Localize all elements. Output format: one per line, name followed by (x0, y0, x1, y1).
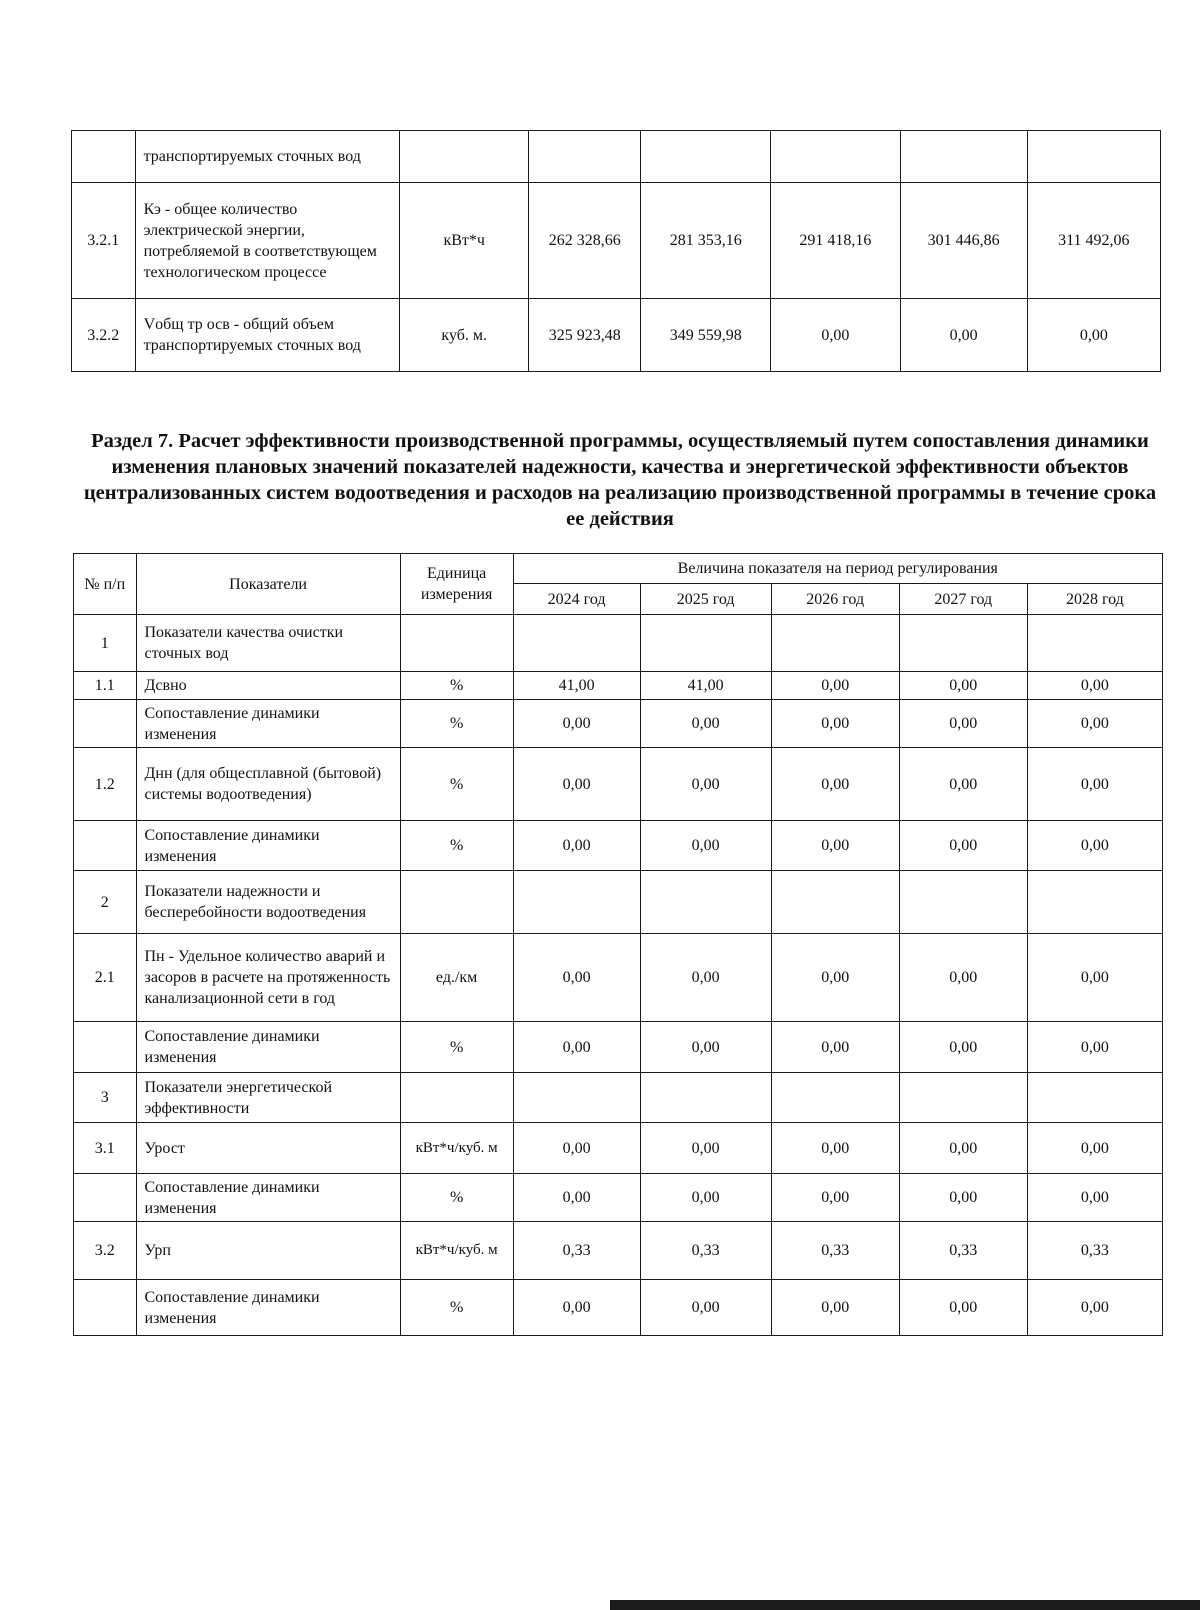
value-2026: 0,00 (771, 1174, 899, 1222)
value-2026: 0,00 (771, 1123, 899, 1174)
value-2024: 41,00 (513, 672, 640, 700)
value-2024: 325 923,48 (529, 299, 641, 372)
value-2025: 0,00 (640, 1022, 771, 1073)
row-unit: кВт*ч/куб. м (400, 1123, 513, 1174)
row-number (74, 821, 137, 871)
value-2025: 281 353,16 (641, 183, 771, 299)
row-number: 2.1 (74, 934, 137, 1022)
value-2024: 0,00 (513, 1123, 640, 1174)
value-2026: 0,00 (771, 299, 900, 372)
row-indicator-name: Пн - Удельное количество аварий и засоров в расчете на протяженность канализационной сети в год (136, 934, 400, 1022)
value-2024 (513, 615, 640, 672)
row-unit: % (400, 1280, 513, 1336)
row-indicator-name: Показатели качества очистки сточных вод (136, 615, 400, 672)
row-indicator-name: Сопоставление динамики изменения (136, 1280, 400, 1336)
indicators-table (73, 553, 1163, 1336)
value-2025 (640, 615, 771, 672)
row-indicator-name: транспортируемых сточных вод (135, 131, 400, 183)
value-2028 (1027, 1073, 1162, 1123)
row-indicator-name: Сопоставление динамики изменения (136, 1022, 400, 1073)
value-2024: 0,00 (513, 1174, 640, 1222)
value-2027: 0,00 (899, 1022, 1027, 1073)
value-2026: 0,00 (771, 1280, 899, 1336)
value-2026: 0,00 (771, 821, 899, 871)
value-2025 (640, 1073, 771, 1123)
row-unit: % (400, 1174, 513, 1222)
value-2027: 0,00 (899, 1280, 1027, 1336)
header-year-2024: 2024 год (513, 584, 640, 615)
row-indicator-name: Сопоставление динамики изменения (136, 1174, 400, 1222)
value-2028: 0,00 (1027, 821, 1162, 871)
value-2025 (641, 131, 771, 183)
value-2024: 0,00 (513, 821, 640, 871)
header-period-group: Величина показателя на период регулирования (513, 554, 1162, 584)
row-indicator-name: Сопоставление динамики изменения (136, 821, 400, 871)
value-2028: 0,00 (1027, 1280, 1162, 1336)
value-2027 (900, 131, 1027, 183)
value-2026: 0,00 (771, 1022, 899, 1073)
value-2026: 0,00 (771, 700, 899, 748)
table-row (72, 299, 1161, 372)
row-indicator-name: Сопоставление динамики изменения (136, 700, 400, 748)
row-indicator-name: Vобщ тр осв - общий объем транспортируемых сточных вод (135, 299, 400, 372)
header-year-2026: 2026 год (771, 584, 899, 615)
row-unit (400, 615, 513, 672)
value-2026: 0,33 (771, 1222, 899, 1280)
row-unit: куб. м. (400, 299, 529, 372)
table-row (74, 1123, 1163, 1174)
table-row (74, 1073, 1163, 1123)
section-title: Раздел 7. Расчет эффективности производственной программы, осуществляемый путем сопоставления динамики изменения плановых значений показателей надежности, качества и энергетической эффективности объектов централизованных систем водоотведения и расходов на реализацию производственной программы в течение срока ее действия (83, 430, 1157, 530)
row-number: 3.1 (74, 1123, 137, 1174)
row-unit: % (400, 672, 513, 700)
value-2028: 0,00 (1027, 299, 1160, 372)
value-2026 (771, 1073, 899, 1123)
value-2024: 262 328,66 (529, 183, 641, 299)
value-2027: 0,00 (899, 748, 1027, 821)
row-indicator-name: Показатели надежности и бесперебойности водоотведения (136, 871, 400, 934)
table-row (74, 1022, 1163, 1073)
value-2024: 0,00 (513, 700, 640, 748)
scan-edge-shadow (610, 1600, 1200, 1610)
row-number: 2 (74, 871, 137, 934)
row-indicator-name: Показатели энергетической эффективности (136, 1073, 400, 1123)
continuation-table (71, 130, 1161, 372)
row-unit: ед./км (400, 934, 513, 1022)
table-row (74, 821, 1163, 871)
row-number (74, 1174, 137, 1222)
value-2028 (1027, 131, 1160, 183)
value-2028: 0,00 (1027, 748, 1162, 821)
value-2027: 0,00 (899, 1123, 1027, 1174)
header-indicator: Показатели (136, 554, 400, 615)
table-row (72, 183, 1161, 299)
table-row (74, 672, 1163, 700)
value-2026 (771, 131, 900, 183)
value-2024: 0,00 (513, 1280, 640, 1336)
value-2027 (899, 1073, 1027, 1123)
value-2027: 0,00 (899, 934, 1027, 1022)
value-2028 (1027, 615, 1162, 672)
header-unit: Единица измерения (400, 554, 513, 615)
value-2025 (640, 871, 771, 934)
row-unit: % (400, 748, 513, 821)
value-2028: 0,00 (1027, 672, 1162, 700)
value-2024 (513, 1073, 640, 1123)
table-row (72, 131, 1161, 183)
value-2025: 0,00 (640, 1174, 771, 1222)
row-number (72, 131, 136, 183)
row-number: 1 (74, 615, 137, 672)
value-2027 (899, 871, 1027, 934)
value-2028: 0,00 (1027, 934, 1162, 1022)
value-2027: 0,00 (899, 1174, 1027, 1222)
row-number: 1.1 (74, 672, 137, 700)
row-unit (400, 1073, 513, 1123)
row-number (74, 700, 137, 748)
row-unit: кВт*ч (400, 183, 529, 299)
value-2028: 0,00 (1027, 1174, 1162, 1222)
header-number: № п/п (74, 554, 137, 615)
table-row (74, 1222, 1163, 1280)
table-row (74, 934, 1163, 1022)
value-2027: 301 446,86 (900, 183, 1027, 299)
row-unit: % (400, 700, 513, 748)
value-2024: 0,00 (513, 934, 640, 1022)
value-2026: 0,00 (771, 672, 899, 700)
table-row (74, 700, 1163, 748)
value-2026: 291 418,16 (771, 183, 900, 299)
value-2026 (771, 871, 899, 934)
row-number (74, 1022, 137, 1073)
table-row (74, 871, 1163, 934)
value-2025: 0,00 (640, 934, 771, 1022)
value-2028: 0,00 (1027, 1123, 1162, 1174)
header-year-2027: 2027 год (899, 584, 1027, 615)
table-row (74, 1280, 1163, 1336)
table-row (74, 615, 1163, 672)
value-2028: 0,00 (1027, 700, 1162, 748)
row-unit: % (400, 821, 513, 871)
row-unit (400, 131, 529, 183)
value-2028: 0,00 (1027, 1022, 1162, 1073)
value-2028 (1027, 871, 1162, 934)
value-2026 (771, 615, 899, 672)
value-2024 (529, 131, 641, 183)
row-unit: % (400, 1022, 513, 1073)
value-2025: 0,33 (640, 1222, 771, 1280)
value-2025: 0,00 (640, 1280, 771, 1336)
value-2025: 0,00 (640, 1123, 771, 1174)
value-2027 (899, 615, 1027, 672)
row-indicator-name: Дсвно (136, 672, 400, 700)
value-2028: 311 492,06 (1027, 183, 1160, 299)
table-row (74, 1174, 1163, 1222)
value-2026: 0,00 (771, 934, 899, 1022)
row-number: 3.2.1 (72, 183, 136, 299)
value-2028: 0,33 (1027, 1222, 1162, 1280)
value-2024 (513, 871, 640, 934)
row-number (74, 1280, 137, 1336)
row-indicator-name: Кэ - общее количество электрической энергии, потребляемой в соответствующем технологическом процессе (135, 183, 400, 299)
row-number: 3.2.2 (72, 299, 136, 372)
value-2027: 0,33 (899, 1222, 1027, 1280)
row-number: 1.2 (74, 748, 137, 821)
value-2027: 0,00 (899, 821, 1027, 871)
row-unit: кВт*ч/куб. м (400, 1222, 513, 1280)
value-2024: 0,33 (513, 1222, 640, 1280)
row-unit (400, 871, 513, 934)
header-year-2028: 2028 год (1027, 584, 1162, 615)
value-2026: 0,00 (771, 748, 899, 821)
value-2025: 41,00 (640, 672, 771, 700)
value-2027: 0,00 (899, 672, 1027, 700)
row-indicator-name: Днн (для общесплавной (бытовой) системы водоотведения) (136, 748, 400, 821)
value-2025: 349 559,98 (641, 299, 771, 372)
row-indicator-name: Урп (136, 1222, 400, 1280)
value-2025: 0,00 (640, 748, 771, 821)
value-2027: 0,00 (900, 299, 1027, 372)
table-header-row (74, 554, 1163, 584)
row-number: 3 (74, 1073, 137, 1123)
row-indicator-name: Урост (136, 1123, 400, 1174)
value-2024: 0,00 (513, 748, 640, 821)
row-number: 3.2 (74, 1222, 137, 1280)
value-2025: 0,00 (640, 821, 771, 871)
header-year-2025: 2025 год (640, 584, 771, 615)
value-2027: 0,00 (899, 700, 1027, 748)
table-row (74, 748, 1163, 821)
value-2025: 0,00 (640, 700, 771, 748)
value-2024: 0,00 (513, 1022, 640, 1073)
